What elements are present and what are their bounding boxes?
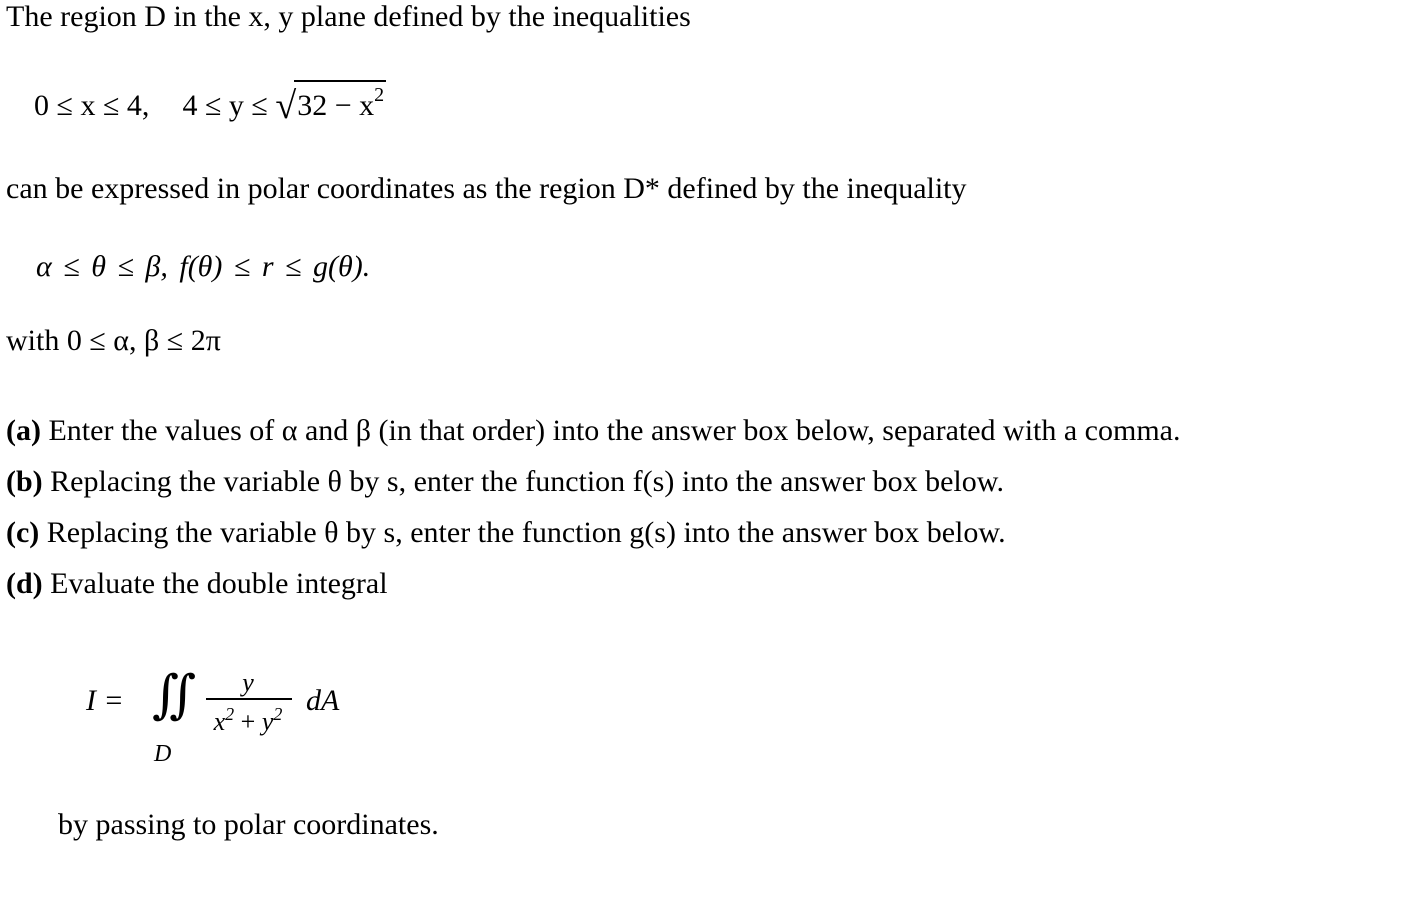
y-lower-bound: 4 ≤ y ≤ — [182, 89, 268, 122]
integral-region: D — [154, 741, 172, 767]
closing-text: by passing to polar coordinates. — [58, 808, 439, 841]
denominator-y-exponent: 2 — [273, 704, 283, 724]
x-range: 0 ≤ x ≤ 4, — [34, 89, 150, 122]
polar-intro-text: can be expressed in polar coordinates as the region D* defined by the inequality — [6, 172, 967, 205]
integrand-fraction — [202, 668, 294, 748]
sqrt-radicand: 32 − x — [297, 89, 375, 122]
angle-constraint: with 0 ≤ α, β ≤ 2π — [6, 324, 221, 357]
sqrt-icon: √ — [275, 85, 297, 127]
denominator-x-exponent: 2 — [225, 704, 235, 724]
fraction-bar — [206, 698, 292, 700]
part-d-label: (d) — [6, 567, 43, 600]
part-b-label: (b) — [6, 465, 43, 498]
radicand-exponent: 2 — [374, 84, 385, 106]
part-a-text: Enter the values of α and β (in that order) into the answer box below, separated with a comma. — [48, 414, 1181, 447]
denominator-y: y — [261, 707, 274, 736]
part-a-label: (a) — [6, 414, 41, 447]
integrand-denominator — [202, 704, 294, 737]
double-integral-icon: ∬ — [152, 667, 197, 724]
integrand-numerator: y — [242, 668, 254, 697]
integral-differential: dA — [306, 684, 340, 717]
polar-inequalities: α ≤ θ ≤ β, f(θ) ≤ r ≤ g(θ). — [36, 250, 371, 283]
denominator-x: x — [213, 707, 226, 736]
intro-text: The region D in the x, y plane defined by the inequalities — [6, 0, 691, 33]
part-b-text: Replacing the variable θ by s, enter the function f(s) into the answer box below. — [50, 465, 1004, 498]
part-c-label: (c) — [6, 516, 40, 549]
integral-lhs: I = — [86, 684, 124, 717]
part-d-text: Evaluate the double integral — [50, 567, 388, 600]
denominator-plus: + — [234, 707, 262, 736]
part-c-text: Replacing the variable θ by s, enter the function g(s) into the answer box below. — [46, 516, 1006, 549]
